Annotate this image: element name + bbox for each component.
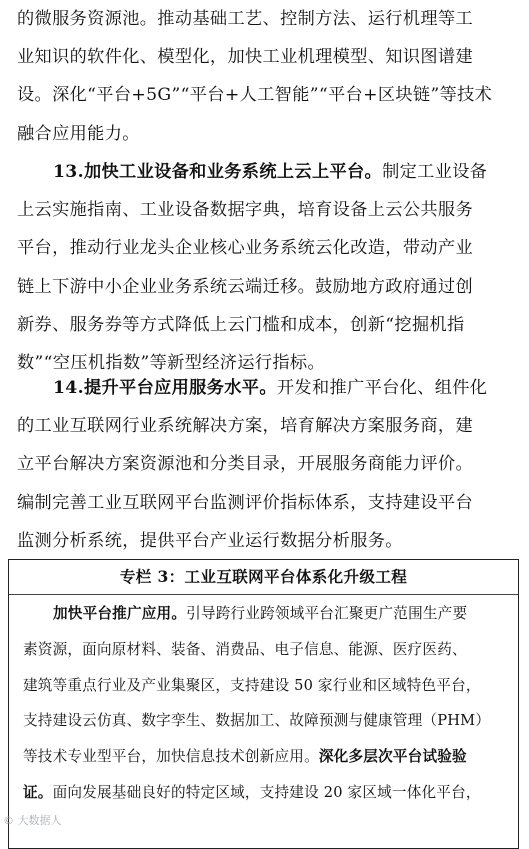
text-line: 设。深化“平台+5G”“平台+人工智能”“平台+区块链”等技术 — [17, 85, 493, 106]
text-line: 的微服务资源池。推动基础工艺、控制方法、运行机理等工 — [17, 9, 473, 29]
text-fragment: 面向发展基础良好的特定区域，支持建设 20 家区域一体化平台， — [52, 783, 481, 801]
column-box-body — [23, 596, 511, 811]
section-14-heading: 14.提升平台应用服务水平。 — [53, 378, 277, 398]
text-line: 数”“空压机指数”等新型经济运行指标。 — [17, 353, 326, 374]
section-13-first-line — [17, 153, 517, 191]
box-line: 建筑等重点行业及产业集聚区，支持建设 50 家行业和区域特色平台， — [23, 676, 481, 694]
text-line: 编制完善工业互联网平台监测评价指标体系，支持建设平台 — [17, 492, 473, 513]
box-line: 支持建设云仿真、数字孪生、数据加工、故障预测与健康管理（PHM） — [23, 712, 491, 730]
column-box-title: 专栏 3：工业互联网平台体系化升级工程 — [9, 560, 518, 595]
section-14 — [17, 369, 517, 560]
section-14-first-line — [17, 369, 517, 407]
text-fragment: 制定工业设备 — [382, 162, 488, 182]
column-box — [8, 559, 519, 849]
text-line: 立平台解决方案资源池和分类目录，开展服务商能力评价。 — [17, 454, 473, 475]
box-heading-verify-end: 证。 — [23, 783, 53, 801]
text-fragment: 开发和推广平台化、组件化 — [276, 378, 488, 398]
watermark-logo: © 大数据人 — [3, 814, 62, 827]
text-line: 新券、服务券等方式降低上云门槛和成本，创新“挖掘机指 — [17, 314, 465, 335]
box-line — [23, 739, 511, 775]
text-line: 链上下游中小企业业务系统云端迁移。鼓励地方政府通过创 — [17, 276, 473, 297]
text-line: 监测分析系统，提供平台产业运行数据分析服务。 — [17, 530, 403, 551]
text-line: 业知识的软件化、模型化，加快工业机理模型、知识图谱建 — [17, 47, 473, 68]
box-line — [23, 775, 511, 811]
paragraph-intro — [17, 0, 517, 153]
box-heading-promote: 加快平台推广应用。 — [53, 605, 187, 622]
text-line: 的工业互联网行业系统解决方案，培育解决方案服务商，建 — [17, 416, 473, 437]
text-fragment: 引导跨行业跨领域平台汇聚更广范围生产要 — [186, 605, 468, 622]
box-heading-verify-start: 深化多层次平台试验验 — [318, 748, 467, 766]
box-line — [23, 596, 511, 632]
text-fragment: 等技术专业型平台，加快信息技术创新应用。 — [23, 748, 319, 766]
section-13-heading: 13.加快工业设备和业务系统上云上平台。 — [53, 162, 383, 182]
section-13 — [17, 153, 517, 382]
text-line: 平台，推动行业龙头企业核心业务系统云化改造，带动产业 — [17, 238, 473, 259]
box-line: 素资源，面向原材料、装备、消费品、电子信息、能源、医疗医药、 — [23, 640, 467, 658]
text-line: 上云实施指南、工业设备数据字典，培育设备上云公共服务 — [17, 200, 473, 221]
text-line: 融合应用能力。 — [17, 123, 140, 144]
